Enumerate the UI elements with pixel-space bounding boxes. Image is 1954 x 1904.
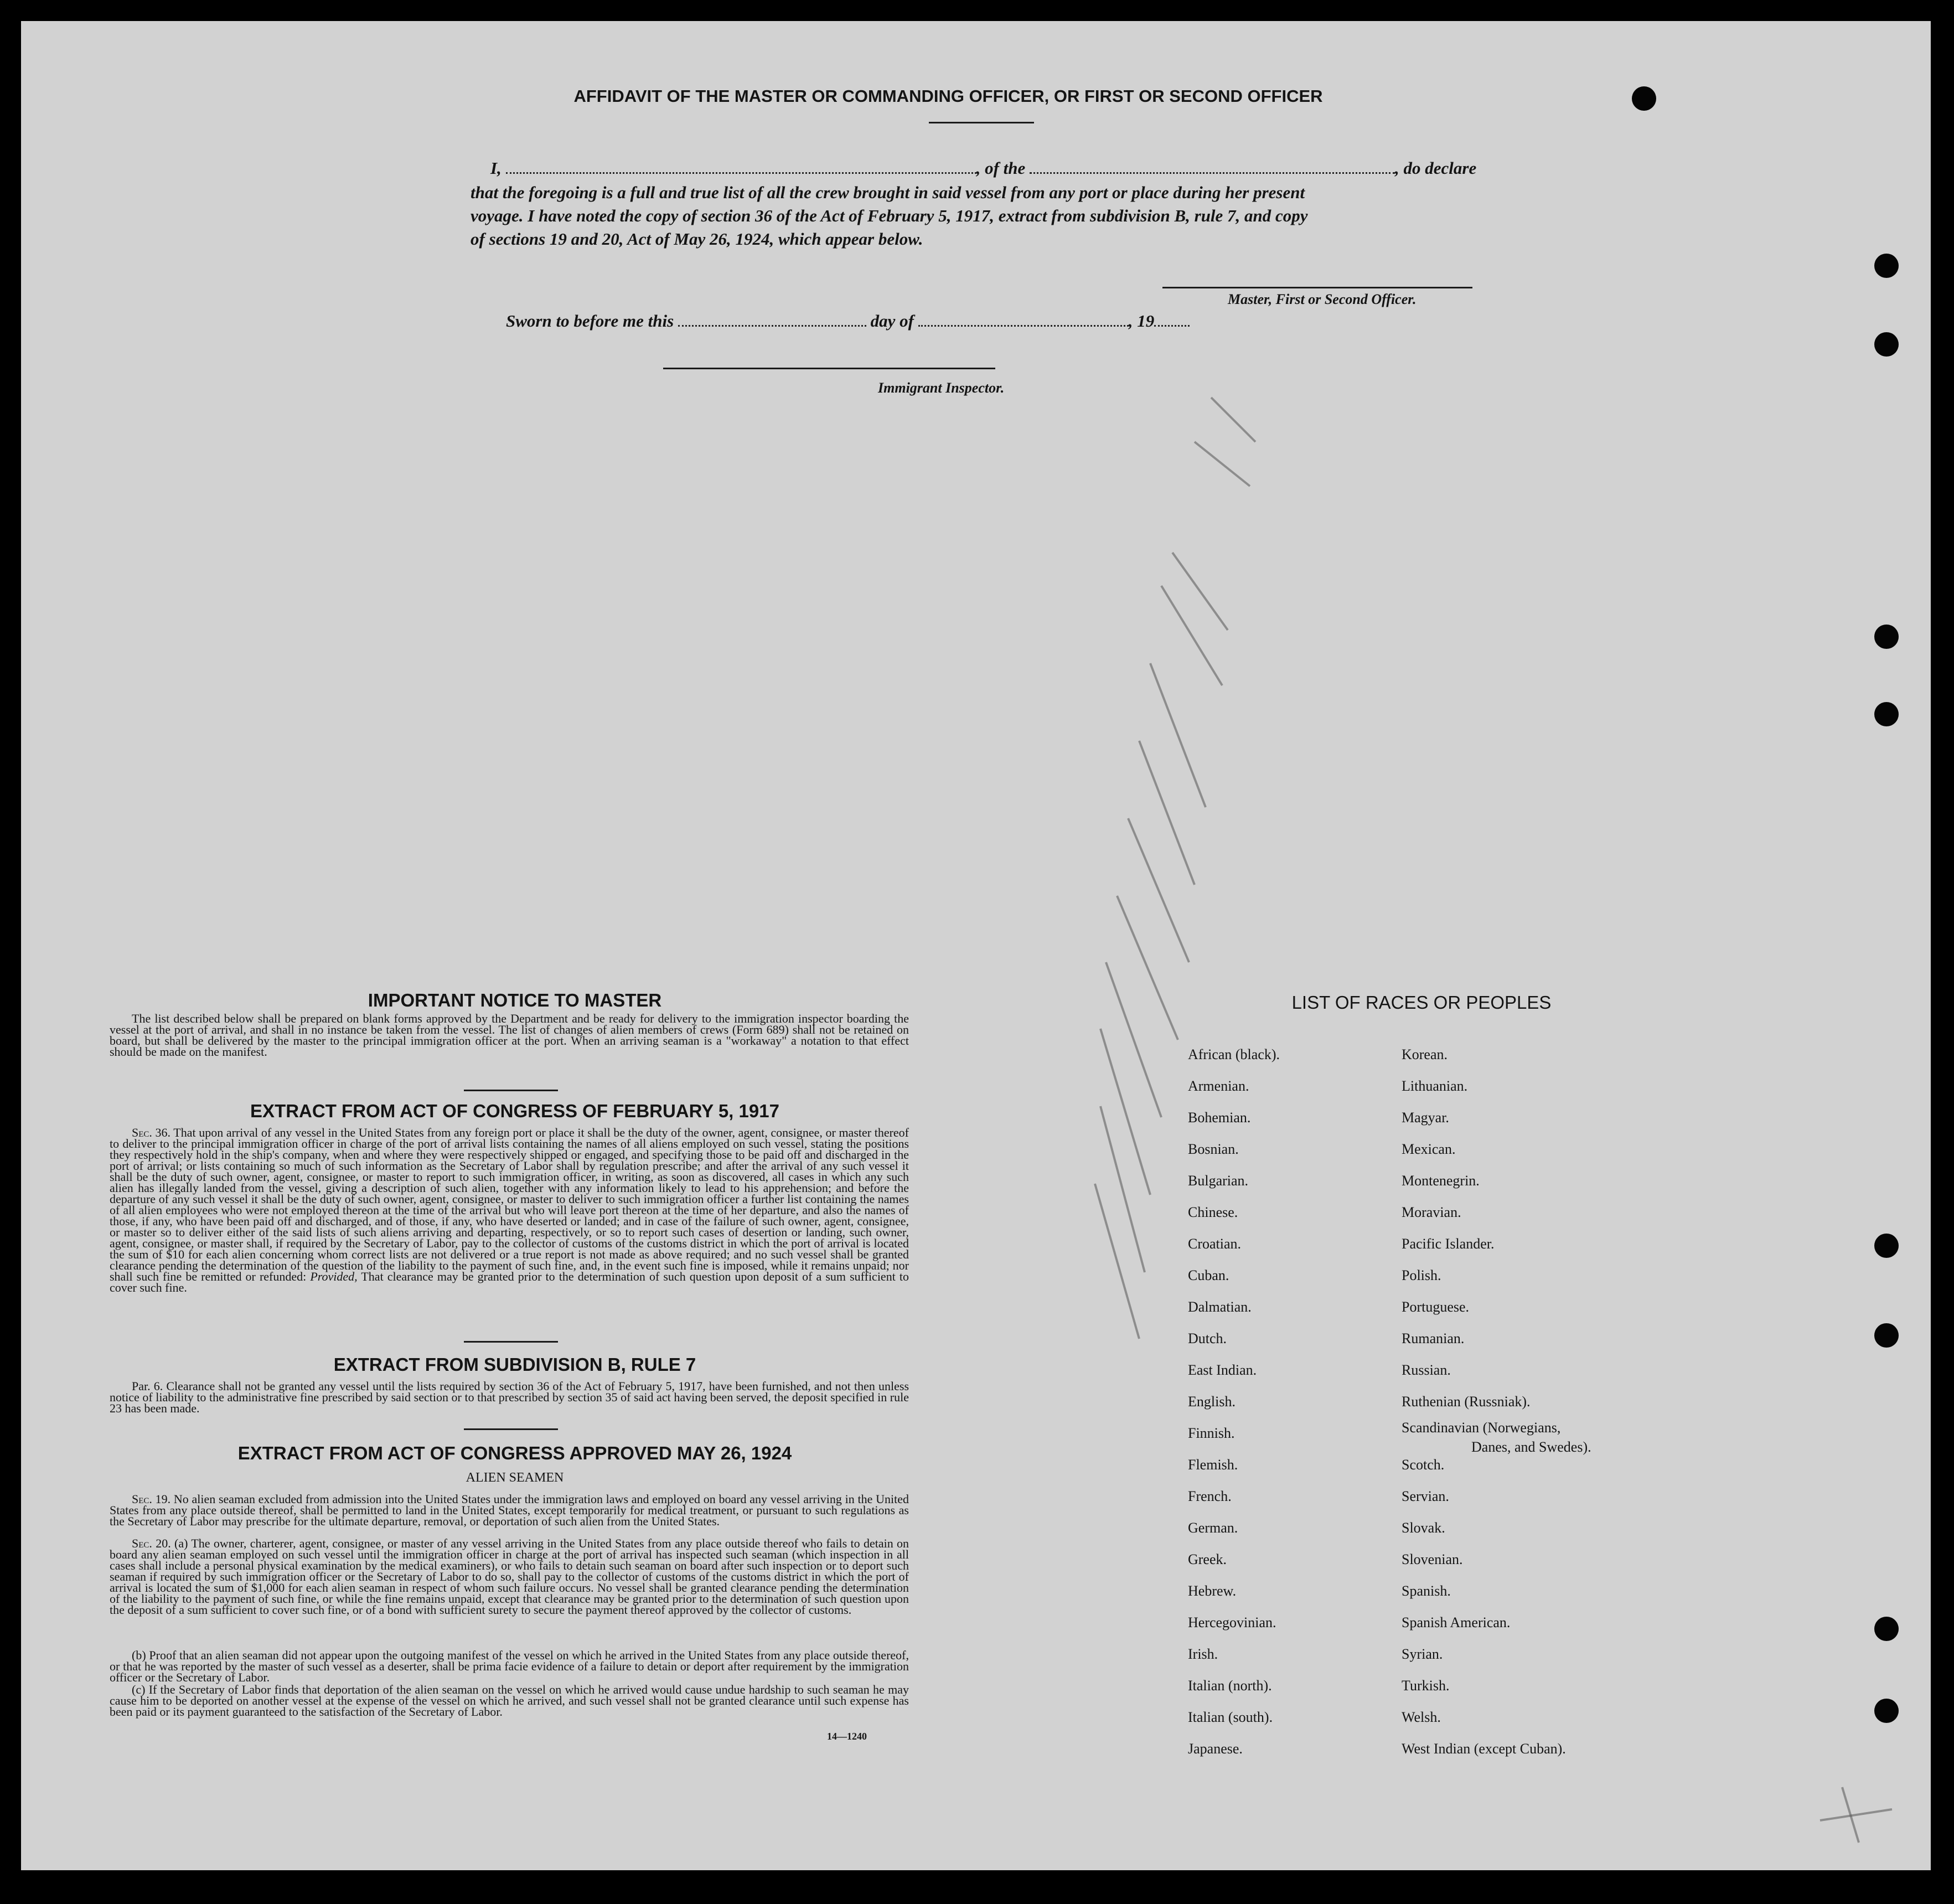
extract-rule7-title: EXTRACT FROM SUBDIVISION B, RULE 7 bbox=[333, 1354, 696, 1375]
master-signature-line[interactable] bbox=[1162, 287, 1472, 288]
sworn-label: Sworn to before me this bbox=[506, 311, 674, 331]
affidavit-line-3: voyage. I have noted the copy of section 36 of the Act of February 5, 1917, extract from subdivision B, rule 7, and copy bbox=[471, 206, 1308, 225]
race-item: Servian. bbox=[1402, 1488, 1449, 1504]
extract-1924-title: EXTRACT FROM ACT OF CONGRESS APPROVED MAY 26, 1924 bbox=[237, 1443, 792, 1463]
name-field[interactable] bbox=[506, 172, 976, 174]
race-item: West Indian (except Cuban). bbox=[1402, 1741, 1566, 1757]
race-item: Slovak. bbox=[1402, 1520, 1445, 1536]
race-item: Chinese. bbox=[1188, 1204, 1238, 1220]
extract-rule7-text: Par. 6. Clearance shall not be granted any vessel until the lists required by section 36 of the Act of February 5, 1917, have been furnished, and not then unless notice of liability to the administrative fine prescribed by said section or to that prescribed by section 35 of said act having been served, the deposit specified in rule 23 has been made. bbox=[110, 1379, 909, 1415]
race-item: Scotch. bbox=[1402, 1457, 1445, 1473]
sworn-day-field[interactable] bbox=[678, 325, 866, 327]
form-number: 14—1240 bbox=[827, 1731, 867, 1742]
race-item: Montenegrin. bbox=[1402, 1173, 1480, 1189]
proviso-label: Provided, bbox=[310, 1270, 358, 1283]
race-item: Pacific Islander. bbox=[1402, 1236, 1495, 1252]
race-item: African (black). bbox=[1188, 1046, 1280, 1062]
race-item: Korean. bbox=[1402, 1046, 1448, 1062]
race-item: Finnish. bbox=[1188, 1425, 1235, 1441]
race-item: Moravian. bbox=[1402, 1204, 1461, 1220]
race-item: Spanish American. bbox=[1402, 1614, 1511, 1630]
race-item: French. bbox=[1188, 1488, 1232, 1504]
sec-36-body: That upon arrival of any vessel in the United States from any foreign port or place it shall be the duty of the owner, agent, consignee, or master thereof to deliver to the principal immigration officer in charge of the port of arrival lists containing the names of all aliens employed on such vessel, stating the positions they respectively hold in the ship's company, when and where they were respectively shipped or engaged, and specifying those to be paid off and discharged in the port of arrival; or lists containing so much of such information as the Secretary of Labor shall by regulation prescribe; and after the arrival of any such vessel it shall be the duty of such owner, agent, consignee, or master to report to such immigration officer, in writing, as soon as discovered, all cases in which any such alien has illegally landed from the vessel, giving a description of such alien, together with any information likely to lead to his apprehension; and before the departure of any such vessel it shall be the duty of such owner, agent, consignee, or master to deliver to such immigration officer a further list containing the names of all alien employees who were not employed thereon at the time of the arrival but who will leave port thereon at the time of her departure, and also the names of those, if any, who have been paid off and discharged, and of those, if any, who have deserted or landed; and in case of the failure of such owner, agent, consignee, or master so to deliver either of the said lists of such aliens arriving and departing, respectively, or so to report such cases of desertion or landing, such owner, agent, consignee, or master shall, if required by the Secretary of Labor, pay to the collector of customs of the customs district in which the port of arrival is located the sum of $10 for each alien concerning whom correct lists are not delivered or a true report is not made as above required; and no such vessel shall be granted clearance pending the determination of the question of the liability to the payment of such fine, and, in the event such fine is imposed, while it remains unpaid; nor shall such fine be remitted or refunded: bbox=[110, 1126, 909, 1283]
year-prefix: , 19 bbox=[1128, 311, 1155, 331]
notice-title: IMPORTANT NOTICE TO MASTER bbox=[368, 990, 662, 1010]
sec-20b-text: (b) Proof that an alien seaman did not appear upon the outgoing manifest of the vessel on which he arrived in the United States from any place outside thereof, or that he was reported by the master of such vessel as a deserter, shall be prima facie evidence of a failure to detain or deport after requirement by the immigration officer or the Secretary of Labor. bbox=[110, 1648, 909, 1684]
race-item: English. bbox=[1188, 1394, 1236, 1410]
race-item: Dalmatian. bbox=[1188, 1299, 1252, 1315]
affidavit-line-1 bbox=[490, 158, 1476, 178]
race-item: Polish. bbox=[1402, 1267, 1441, 1283]
section-divider bbox=[464, 1428, 558, 1430]
vessel-field[interactable] bbox=[1030, 172, 1395, 174]
title-underline bbox=[929, 122, 1034, 123]
race-item: Japanese. bbox=[1188, 1741, 1243, 1757]
race-item: Flemish. bbox=[1188, 1457, 1238, 1473]
race-item: Syrian. bbox=[1402, 1646, 1443, 1662]
race-item: Russian. bbox=[1402, 1362, 1451, 1378]
day-of-label: day of bbox=[870, 311, 914, 331]
race-item: Slovenian. bbox=[1402, 1551, 1463, 1567]
alien-seamen-subtitle: ALIEN SEAMEN bbox=[466, 1470, 564, 1485]
race-item: Rumanian. bbox=[1402, 1330, 1465, 1346]
affidavit-of-the: , of the bbox=[976, 158, 1026, 178]
proviso-text: That clearance may be granted prior to the determination of such question upon deposit of a sum sufficient to cover such fine. bbox=[110, 1270, 909, 1294]
race-item: Italian (north). bbox=[1188, 1678, 1272, 1694]
race-item-continuation: Danes, and Swedes). bbox=[1471, 1439, 1591, 1455]
race-item: Croatian. bbox=[1188, 1236, 1242, 1252]
race-item: Hebrew. bbox=[1188, 1583, 1237, 1599]
affidavit-title: AFFIDAVIT OF THE MASTER OR COMMANDING OFFICER, OR FIRST OR SECOND OFFICER bbox=[573, 86, 1323, 106]
notice-text: The list described below shall be prepared on blank forms approved by the Department and be ready for delivery to the immigration inspector boarding the vessel at the port of arrival, and shall in no instance be taken from the vessel. The list of changes of alien members of crews (Form 689) shall not be retained on board, but shall be delivered by the master to the principal immigration officer at the port. When an arriving seaman is a "workaway" a notation to that effect should be made on the manifest. bbox=[110, 1012, 909, 1059]
races-title: LIST OF RACES OR PEOPLES bbox=[1291, 992, 1552, 1013]
sec-20a-body: (a) The owner, charterer, agent, consignee, or master of any vessel arriving in the United States from any place outside thereof who fails to detain on board any alien seaman employed on such vessel until the immigration officer in charge at the port of arrival has inspected such seaman (which inspection in all cases shall include a personal physical examination by the medical examiners), or who fails to detain such seaman on board after such inspection or to deport such seaman if required by such immigration officer or the Secretary of Labor to do so, shall pay to the collector of customs of the customs district in which the port of arrival is located the sum of $1,000 for each alien seaman in respect of whom such failure occurs. No vessel shall be granted clearance pending the determination of the liability to the payment of such fine, or while the fine remains unpaid, except that clearance may be granted prior to the determination of such question upon the deposit of a sum sufficient to cover such fine, or of a bond with sufficient surety to secure the payment thereof approved by the collector of customs. bbox=[110, 1536, 909, 1617]
sec-20a-text bbox=[110, 1538, 909, 1616]
master-signature-label: Master, First or Second Officer. bbox=[1228, 291, 1417, 307]
race-item: Bulgarian. bbox=[1188, 1173, 1249, 1189]
race-item: East Indian. bbox=[1188, 1362, 1257, 1378]
race-item: Italian (south). bbox=[1188, 1709, 1273, 1725]
sec-36-label: Sec. 36. bbox=[132, 1126, 171, 1139]
sec-20-label: Sec. 20. bbox=[132, 1536, 171, 1550]
section-divider bbox=[464, 1341, 558, 1343]
race-item: Bohemian. bbox=[1188, 1110, 1251, 1126]
race-item: Hercegovinian. bbox=[1188, 1614, 1276, 1630]
section-divider bbox=[464, 1090, 558, 1091]
race-item: Dutch. bbox=[1188, 1330, 1227, 1346]
race-item: Portuguese. bbox=[1402, 1299, 1470, 1315]
race-item: German. bbox=[1188, 1520, 1238, 1536]
race-item: Ruthenian (Russniak). bbox=[1402, 1394, 1531, 1410]
inspector-signature-line[interactable] bbox=[663, 368, 995, 369]
inspector-label: Immigrant Inspector. bbox=[878, 380, 1005, 396]
race-item: Welsh. bbox=[1402, 1709, 1441, 1725]
race-item: Cuban. bbox=[1188, 1267, 1229, 1283]
sec-19-label: Sec. 19. bbox=[132, 1492, 171, 1506]
race-item: Armenian. bbox=[1188, 1078, 1249, 1094]
document-page bbox=[21, 21, 1931, 1870]
sworn-month-field[interactable] bbox=[918, 325, 1129, 327]
race-item: Scandinavian (Norwegians, bbox=[1402, 1420, 1561, 1436]
extract-1917-title: EXTRACT FROM ACT OF CONGRESS OF FEBRUARY 5, 1917 bbox=[250, 1101, 779, 1121]
extract-1917-text bbox=[110, 1127, 909, 1293]
race-item: Bosnian. bbox=[1188, 1141, 1239, 1157]
affidavit-i: I, bbox=[490, 158, 502, 178]
race-item: Mexican. bbox=[1402, 1141, 1456, 1157]
affidavit-do-declare: , do declare bbox=[1395, 158, 1477, 178]
sec-19-body: No alien seaman excluded from admission into the United States under the immigration laws and employed on board any vessel arriving in the United States from any place outside thereof, shall be permitted to land in the United States, except temporarily for medical treatment, or pursuant to such regulations as the Secretary of Labor may prescribe for the ultimate departure, removal, or deportation of such alien from the United States. bbox=[110, 1492, 909, 1528]
race-item: Turkish. bbox=[1402, 1678, 1450, 1694]
race-item: Irish. bbox=[1188, 1646, 1218, 1662]
race-item: Magyar. bbox=[1402, 1110, 1449, 1126]
sworn-line bbox=[506, 311, 1190, 331]
sec-19-text bbox=[110, 1494, 909, 1527]
race-item: Greek. bbox=[1188, 1551, 1227, 1567]
sworn-year-field[interactable] bbox=[1154, 325, 1190, 327]
sec-20c-text: (c) If the Secretary of Labor finds that deportation of the alien seaman on the vessel on which he arrived would cause undue hardship to such seaman he may cause him to be deported on another vessel at the expense of the vessel on which he arrived, and such vessel shall not be granted clearance until such expense has been paid or its payment guaranteed to the satisfaction of the Secretary of Labor. bbox=[110, 1683, 909, 1719]
affidavit-line-4: of sections 19 and 20, Act of May 26, 1924, which appear below. bbox=[471, 229, 923, 249]
race-item: Lithuanian. bbox=[1402, 1078, 1468, 1094]
affidavit-line-2: that the foregoing is a full and true list of all the crew brought in said vessel from any port or place during her present bbox=[471, 183, 1305, 202]
race-item: Spanish. bbox=[1402, 1583, 1451, 1599]
